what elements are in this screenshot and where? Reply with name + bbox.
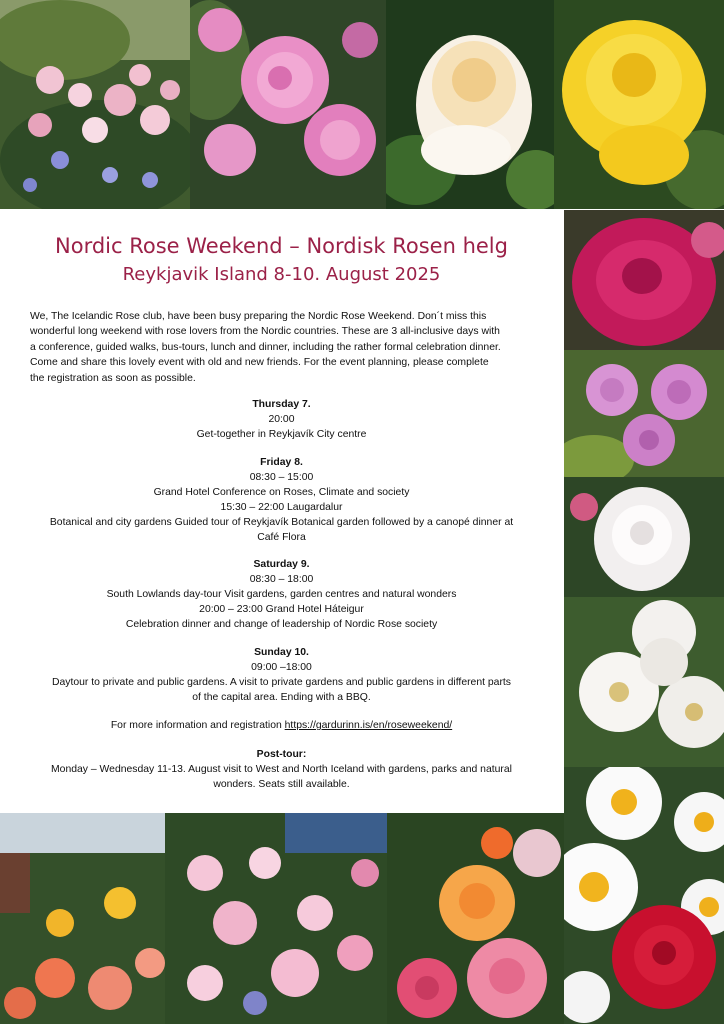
intro-line: wonderful long weekend with rose lovers from the Nordic countries. These are 3 all-inclusive days with: [30, 326, 500, 338]
photo-white-rose: [564, 477, 724, 597]
photo-pink-rose-bed: [165, 813, 387, 1024]
post-tour-heading: Post-tour:: [256, 749, 307, 760]
photo-pink-roses: [190, 0, 386, 209]
photo-daisies-red-rose: [564, 767, 724, 1024]
photo-yellow-rose: [554, 0, 724, 209]
event-title: Nordic Rose Weekend – Nordisk Rosen helg: [55, 234, 508, 258]
event-description: Botanical and city gardens Guided tour of Reykjavík Botanical garden followed by a canopé dinner at: [49, 517, 514, 528]
info-text: For more information and registration: [110, 720, 285, 731]
schedule-thursday: [0, 397, 563, 442]
event-description: Get-together in Reykjavík City centre: [196, 429, 367, 440]
event-description: of the capital area. Ending with a BBQ.: [192, 692, 371, 703]
day-heading: Thursday 7.: [252, 399, 311, 410]
intro-line: We, The Icelandic Rose club, have been busy preparing the Nordic Rose Weekend. Don´t miss this: [30, 311, 487, 322]
schedule-friday: [0, 455, 563, 545]
event-description: Grand Hotel Conference on Roses, Climate and society: [153, 487, 410, 498]
event-panel: [0, 210, 563, 812]
event-description: Daytour to private and public gardens. A visit to private gardens and public gardens in different parts: [51, 677, 511, 688]
intro-text: [30, 309, 550, 386]
photo-cream-rose: [386, 0, 554, 209]
event-description: Celebration dinner and change of leadership of Nordic Rose society: [125, 619, 438, 630]
schedule-sunday: [0, 645, 563, 705]
post-tour-description: Monday – Wednesday 11-13. August visit to West and North Iceland with gardens, parks and natural: [51, 764, 512, 775]
event-description: Café Flora: [257, 532, 306, 543]
event-description: South Lowlands day-tour Visit gardens, garden centres and natural wonders: [106, 589, 457, 600]
post-tour: [0, 747, 563, 792]
time-slot: 20:00 – 23:00 Grand Hotel Háteigur: [199, 604, 364, 615]
photo-orange-roses-garden: [0, 813, 165, 1024]
intro-line: a conference, guided walks, bus-tours, lunch and dinner, including the rather formal celebration dinner.: [30, 341, 501, 353]
post-tour-description: wonders. Seats still available.: [213, 779, 350, 790]
time-slot: 08:30 – 15:00: [249, 472, 314, 483]
photo-pink-blossoms: [564, 350, 724, 477]
time-slot: 15:30 – 22:00 Laugardalur: [220, 502, 343, 513]
day-heading: Friday 8.: [260, 457, 303, 468]
day-heading: Saturday 9.: [253, 559, 310, 570]
intro-line: Come and share this lovely event with old and new friends. For the event planning, please complete: [30, 357, 489, 369]
time-slot: 08:30 – 18:00: [249, 574, 314, 585]
photo-pink-rose-shrub: [0, 0, 190, 209]
time-slot: 09:00 –18:00: [251, 662, 312, 673]
photo-white-roses-cluster: [564, 597, 724, 767]
schedule-saturday: [0, 557, 563, 632]
registration-link[interactable]: https://gardurinn.is/en/roseweekend/: [284, 720, 453, 731]
photo-orange-pink-roses: [387, 813, 564, 1024]
info-line: [0, 718, 563, 733]
time-slot: 20:00: [268, 414, 295, 425]
event-subtitle: Reykjavik Island 8-10. August 2025: [122, 264, 441, 285]
photo-magenta-rose: [564, 210, 724, 350]
day-heading: Sunday 10.: [254, 647, 309, 658]
intro-line: the registration as soon as possible.: [30, 372, 196, 384]
